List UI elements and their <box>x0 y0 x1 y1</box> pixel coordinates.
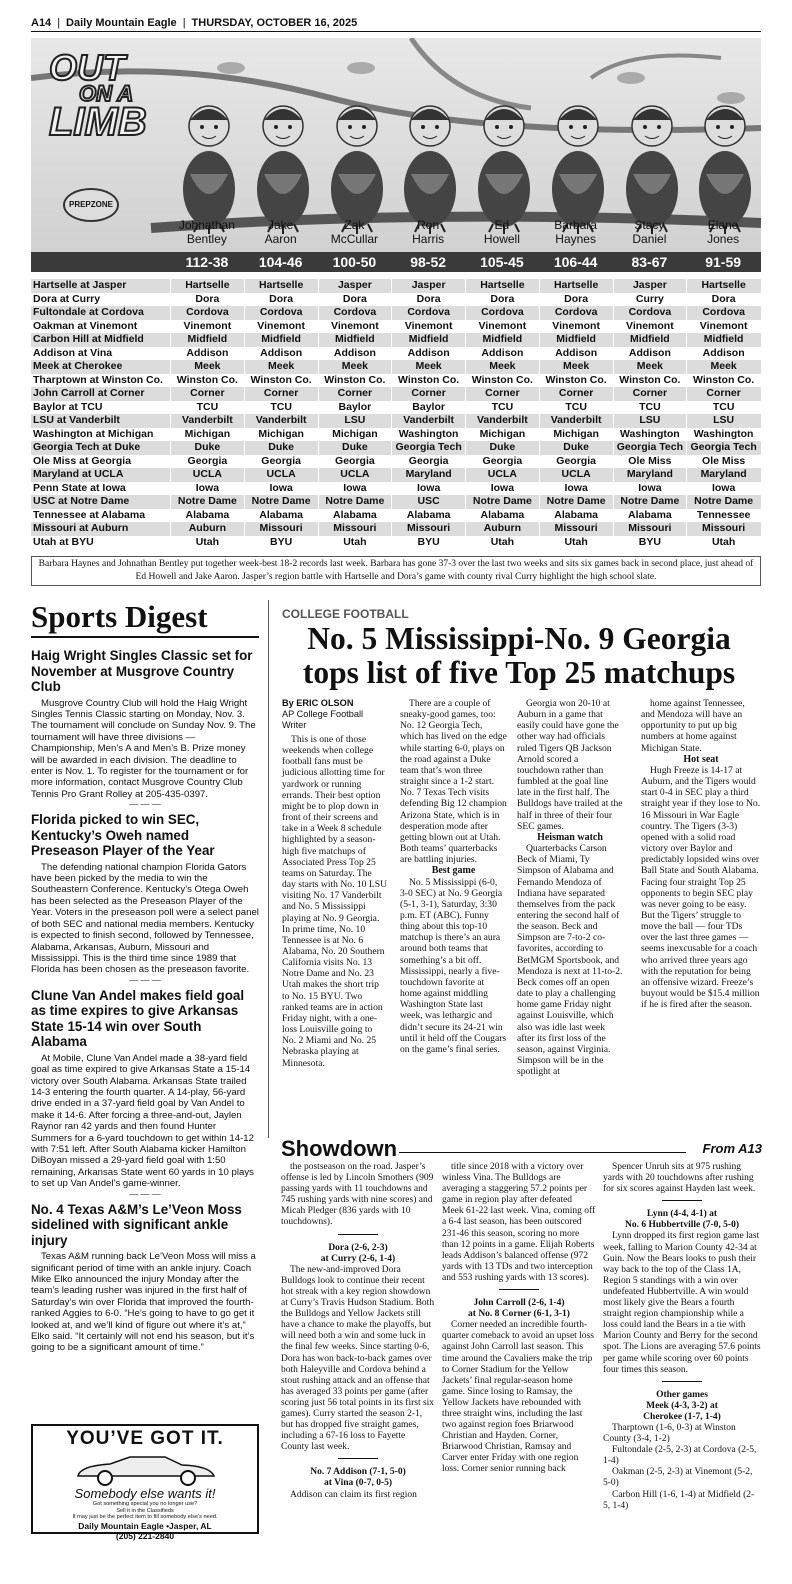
pick-cell: Jasper <box>391 279 465 293</box>
pick-cell: Vinemont <box>539 320 613 334</box>
pick-cell: Jasper <box>613 279 687 293</box>
pick-cell: Vanderbilt <box>244 414 318 428</box>
showdown-column-3: Spencer Unruh sits at 975 rushing yards with 20 touchdowns after rushing for six scores against Hayden last week. Lynn (4-4, 4-1) at No. 6 Hubbertville (7-0, 5-0) Lynn dropped its first region game last week, falling to Marion County 42-34 at Guin. Now the Bears looks to push their way back to the top of the Class 1A, Region 5 standings with a win over undefeated Hubbertville. A win would most likely give the Bears a fourth straight region championship while a loss could land the Bears in a tie with Marion County and Berry for the second spot. The Lions are averaging 57.6 points per game while scoring over 60 points four times this season. Other games Meek (4-3, 3-2) at Cherokee (1-7, 1-4) Tharptown (1-6, 0-3) at Winston County (3-4, 1-2) Fultondale (2-5, 2-3) at Cordova (2-5, 1-4) Oakman (2-5, 2-3) at Vinemont (5-2, 5-0) Carbon Hill (1-6, 1-4) at Midfield (2-5, 1-4) <box>603 1162 761 1511</box>
picker-name: Ron Harris <box>412 218 445 246</box>
pick-cell: Washington <box>613 428 687 442</box>
pick-cell: Utah <box>465 536 539 550</box>
car-icon <box>70 1452 220 1486</box>
game-matchup: Tennessee at Alabama <box>33 508 146 521</box>
jump-from: From A13 <box>702 1141 762 1156</box>
showdown-column-2: title since 2018 with a victory over winless Vina. The Bulldogs are averaging a staggering 57.2 points per game in region play after defeated Meek 61-22 last week. Vina, coming off a 6-4 last season, has been outscored 231-46 this season, scoring no more than 12 points in a game. Elijah Roberts leads Addison’s balanced offense (972 yards with 13 TDs and two interception and 553 rushing yards with 13 scores). John Carroll (2-6, 1-4) at No. 8 Corner (6-1, 3-1) Corner needed an incredible fourth-quarter comeback to avoid an upset loss against John Carroll last season. This time around the Cavaliers make the trip to Corner Stadium for the Yellow Jackets’ final regular-season home game. Since losing to Ramsay, the Yellow Jackets have rebounded with three straight wins, including the last two against region foes Briarwood Christian and Hayden. Corner, Briarwood Christian, Ramsay and Carver enter Friday with one region loss. Corner senior running back <box>442 1162 596 1475</box>
pick-cell: Hartselle <box>170 279 244 293</box>
owl-caricature-icon <box>692 94 758 234</box>
pick-cell: Meek <box>318 360 392 374</box>
picker-record: 83-67 <box>631 254 668 270</box>
pick-cell: Vinemont <box>613 320 687 334</box>
pick-cell: USC <box>391 495 465 509</box>
pick-cell: Meek <box>391 360 465 374</box>
pick-cell: Duke <box>318 441 392 455</box>
picker-records <box>31 252 761 272</box>
pick-cell: Michigan <box>465 428 539 442</box>
pick-cell: LSU <box>613 414 687 428</box>
pick-cell: Midfield <box>539 333 613 347</box>
pick-cell: Iowa <box>391 482 465 496</box>
picks-row <box>31 333 761 347</box>
pick-cell: Meek <box>539 360 613 374</box>
picks-row <box>31 468 761 482</box>
sports-digest <box>31 600 259 1354</box>
pick-cell: Iowa <box>318 482 392 496</box>
pick-cell: BYU <box>391 536 465 550</box>
picker-record: 112-38 <box>185 254 229 270</box>
pick-cell: Missouri <box>539 522 613 536</box>
pick-cell: Dora <box>465 293 539 307</box>
game-matchup: Utah at BYU <box>33 535 94 548</box>
pick-cell: UCLA <box>244 468 318 482</box>
digest-item-body: The defending national champion Florida Gators have been picked by the media to win the Southeastern Conference. Kentucky’s Otega Oweh has been selected as the Preseason Player of the Year. Voters in the preseason poll were a select panel of both SEC and national media members. Kentucky is expected to finish second, followed by Tennessee, Alabama, Arkansas, Auburn, Missouri and Mississippi. This is the third time since 1989 that Florida has been chosen as the preseason favorite. <box>31 861 259 976</box>
item-separator: — — — <box>129 799 161 810</box>
picks-row <box>31 293 761 307</box>
subhead-best-game: Best game <box>431 865 476 877</box>
pick-cell: Cordova <box>539 306 613 320</box>
pick-cell: Michigan <box>244 428 318 442</box>
pick-cell: Addison <box>465 347 539 361</box>
picks-table <box>31 279 761 549</box>
pick-cell: Dora <box>318 293 392 307</box>
picker-name: Ed Howell <box>483 218 520 246</box>
pick-cell: Alabama <box>539 509 613 523</box>
game-matchup: USC at Notre Dame <box>33 495 130 507</box>
game-matchup: Baylor at TCU <box>33 400 103 413</box>
pick-cell: TCU <box>244 401 318 415</box>
pick-cell: Meek <box>244 360 318 374</box>
pick-cell: Utah <box>686 536 760 550</box>
pick-cell: Alabama <box>613 509 687 523</box>
pick-cell: Corner <box>244 387 318 401</box>
pick-cell: Winston Co. <box>318 374 392 388</box>
picks-row <box>31 536 761 550</box>
pick-cell: Midfield <box>244 333 318 347</box>
item-separator: — — — <box>129 1188 161 1199</box>
classified-ad: YOU’VE GOT IT. Somebody else wants it! Got something special you no longer use? Sell it in the Classifieds It may just be the perfect item to fill somebody else’s need. Daily Mountain Eagle •Jasper, AL (205) 221-2840 <box>31 1424 259 1534</box>
pick-cell: Georgia <box>539 455 613 469</box>
pick-cell: Vinemont <box>686 320 760 334</box>
pick-cell: Winston Co. <box>539 374 613 388</box>
pick-cell: Vanderbilt <box>539 414 613 428</box>
pick-cell: Washington <box>391 428 465 442</box>
digest-item-headline: Haig Wright Singles Classic set for November at Musgrove Country Club <box>31 648 253 694</box>
pick-cell: Vinemont <box>318 320 392 334</box>
pick-cell: Maryland <box>686 468 760 482</box>
picker-record: 105-45 <box>480 254 524 270</box>
game-matchup: Penn State at Iowa <box>33 481 126 494</box>
owl-caricature-icon <box>176 94 242 234</box>
pick-cell: Cordova <box>391 306 465 320</box>
pick-cell: Dora <box>539 293 613 307</box>
digest-item-headline: Florida picked to win SEC, Kentucky’s Oweh named Preseason Player of the Year <box>31 812 215 859</box>
pick-cell: Addison <box>170 347 244 361</box>
pick-cell: Missouri <box>686 522 760 536</box>
pick-cell: Baylor <box>391 401 465 415</box>
digest-item-headline: Clune Van Andel makes field goal as time expires to give Arkansas State 15-14 win over South Alabama <box>31 987 245 1050</box>
picker-name: Stacy Daniel <box>632 218 667 246</box>
pick-cell: Baylor <box>318 401 392 415</box>
pick-cell: Cordova <box>244 306 318 320</box>
pick-cell: Hartselle <box>465 279 539 293</box>
pick-cell: TCU <box>686 401 760 415</box>
game-matchup: Washington at Michigan <box>33 427 154 440</box>
article-column-3: Georgia won 20-10 at Auburn in a game that easily could have gone the other way had officials ruled Tigers QB Jackson Arnold scored a touchdown rather than fumbled at the goal line late in the first half. The Bulldogs have trailed at the half in three of their four SEC games. Heisman watch Quarterbacks Carson Beck of Miami, Ty Simpson of Alabama and Fernando Mendoza of Indiana have separated themselves from the pack entering the second half of the season. Beck and Simpson are 7-to-2 co-favorites, according to BetMGM Sportsbook, and Mendoza is next at 11-to-2. Beck comes off an open date to play a challenging home game Friday night against Louisville, which also was idle last week after its first loss of the season, against Virginia. Simpson will be in the spotlight at <box>517 698 623 1078</box>
pick-cell: Dora <box>170 293 244 307</box>
picks-row <box>31 306 761 320</box>
pick-cell: Maryland <box>391 468 465 482</box>
picker-name: Zak McCullar <box>330 218 379 246</box>
pick-cell: Missouri <box>244 522 318 536</box>
digest-item-body: Texas A&M running back Le’Veon Moss will miss a significant period of time with an ankle injury. Coach Mike Elko announced the injury Monday after the team’s leading rusher was injured in the first half of Saturday’s win over Florida that improved the fourth-ranked Aggies to 6-0. “He’s going to have to go get it looked at, and we’ll kind of figure out where it’s at,” Elko said. “It certainly will not end his season, but it’s going to be a significant amount of time.” <box>31 1251 256 1354</box>
pick-cell: Midfield <box>170 333 244 347</box>
pick-cell: Corner <box>686 387 760 401</box>
pick-cell: Notre Dame <box>539 495 613 509</box>
picks-row <box>31 428 761 442</box>
picks-row <box>31 414 761 428</box>
ad-headline: YOU’VE GOT IT. <box>66 1428 224 1449</box>
pick-cell: Utah <box>170 536 244 550</box>
picker-name: Johnathan Bentley <box>178 218 235 246</box>
pick-cell: Winston Co. <box>686 374 760 388</box>
picks-row <box>31 455 761 469</box>
pick-cell: Curry <box>613 293 687 307</box>
pick-cell: Vanderbilt <box>465 414 539 428</box>
picks-row <box>31 279 761 293</box>
pick-cell: Addison <box>391 347 465 361</box>
pick-cell: Alabama <box>465 509 539 523</box>
pick-cell: Addison <box>613 347 687 361</box>
pick-cell: Winston Co. <box>613 374 687 388</box>
picks-row <box>31 441 761 455</box>
showdown-column-1: the postseason on the road. Jasper’s offense is led by Lincoln Smothers (909 passing yards with 11 touchdowns and 745 rushing yards with nine scores) and Micah Pledger (836 yards with 10 touchdowns). Dora (2-6, 2-3) at Curry (2-6, 1-4) The new-and-improved Dora Bulldogs look to continue their recent hot streak with a key region showdown at Curry’s Travis Hudson Stadium. Both the Bulldogs and Yellow Jackets still have a chance to make the playoffs, but will need both a win and some luck in the final few weeks. Since starting 0-6, Dora has won back-to-back games over both Haleyville and Cordova behind a stout rushing attack and an offense that has averaged 33 points per game (after scoring just 56 total points in its first six games). Curry started the season 2-1, but has dropped five straight games, including a 67-16 loss to Fayette County last week. No. 7 Addison (7-1, 5-0) at Vina (0-7, 0-5) Addison can claim its first region <box>281 1162 435 1500</box>
picks-row <box>31 495 761 509</box>
ad-tagline: Somebody else wants it! <box>74 1486 216 1501</box>
pick-cell: UCLA <box>465 468 539 482</box>
article-column-4: home against Tennessee, and Mendoza will have an opportunity to put up big numbers at home against Michigan State. Hot seat Hugh Freeze is 14-17 at Auburn, and the Tigers would start 0-4 in SEC play a third straight year if they lose to No. 16 Missouri in War Eagle country. The Tigers (3-3) opened with a solid road victory over Baylor and predictably lopsided wins over Ball State and South Alabama. Facing four straight Top 25 opponents to begin SEC play was never going to be easy. But the Tigers’ struggle to move the ball — four TDs over the last three games — seems inexcusable for a coach who arrived three years ago with the reputation for being an offensive wizard. Freeze’s buyout would be $15.4 million if he is fired after the season. <box>641 698 761 1011</box>
pick-cell: Vinemont <box>244 320 318 334</box>
pick-cell: Iowa <box>686 482 760 496</box>
owl-caricature-icon <box>619 94 685 234</box>
game-matchup: Missouri at Auburn <box>33 522 129 534</box>
pick-cell: TCU <box>613 401 687 415</box>
picks-caption: Barbara Haynes and Johnathan Bentley put together week-best 18-2 records last week. Barbara has gone 37-3 over the last two weeks and sits six games back in second place, just ahead of Ed Howell and Jake Aaron. Jasper’s region battle with Hartselle and Dora’s game with county rival Curry highlight the high school slate. <box>31 556 761 586</box>
picks-row <box>31 347 761 361</box>
issue-date: THURSDAY, OCTOBER 16, 2025 <box>191 16 358 29</box>
game-matchup: Ole Miss at Georgia <box>33 454 132 467</box>
pick-cell: Utah <box>318 536 392 550</box>
pick-cell: Iowa <box>465 482 539 496</box>
pick-cell: Iowa <box>539 482 613 496</box>
pick-cell: Utah <box>539 536 613 550</box>
game-matchup: Carbon Hill at Midfield <box>33 333 144 345</box>
pick-cell: Vanderbilt <box>170 414 244 428</box>
pick-cell: Alabama <box>170 509 244 523</box>
owl-caricature-icon <box>471 94 537 234</box>
pick-cell: Winston Co. <box>244 374 318 388</box>
pick-cell: Georgia Tech <box>686 441 760 455</box>
owl-caricature-icon <box>545 94 611 234</box>
pick-cell: Notre Dame <box>244 495 318 509</box>
pick-cell: Corner <box>613 387 687 401</box>
page-header: A14 | Daily Mountain Eagle | THURSDAY, OCTOBER 16, 2025 <box>31 14 761 32</box>
pick-cell: Duke <box>539 441 613 455</box>
item-separator: — — — <box>129 974 161 985</box>
pick-cell: Corner <box>539 387 613 401</box>
pick-cell: Missouri <box>391 522 465 536</box>
pick-cell: TCU <box>465 401 539 415</box>
picks-row <box>31 360 761 374</box>
pick-cell: Addison <box>318 347 392 361</box>
pick-cell: Addison <box>244 347 318 361</box>
picks-row <box>31 522 761 536</box>
pick-cell: Notre Dame <box>318 495 392 509</box>
pick-cell: Notre Dame <box>613 495 687 509</box>
picker-name: Barbara Haynes <box>554 218 597 246</box>
pick-cell: Corner <box>391 387 465 401</box>
pick-cell: Alabama <box>318 509 392 523</box>
pick-cell: Jasper <box>318 279 392 293</box>
matchup-heading: John Carroll (2-6, 1-4) <box>473 1298 565 1309</box>
picks-row <box>31 482 761 496</box>
picks-row <box>31 374 761 388</box>
owl-caricature-icon <box>250 94 316 234</box>
pick-cell: Cordova <box>686 306 760 320</box>
picker-names <box>170 218 760 254</box>
pick-cell: Winston Co. <box>465 374 539 388</box>
pick-cell: Notre Dame <box>686 495 760 509</box>
pick-cell: Cordova <box>170 306 244 320</box>
article-column-1: This is one of those weekends when college football fans must be judicious allotting time for yardwork or running errands. Their best option might be to plop down in front of their screens and take in a Week 8 schedule highlighted by a season-high five matchups of Associated Press Top 25 teams on Saturday. The day starts with No. 10 LSU visiting No. 17 Vanderbilt and No. 5 Mississippi playing at No. 9 Georgia. In prime time, No. 10 Tennessee is at No. 6 Alabama, No. 20 Southern California visits No. 13 Notre Dame and No. 23 Utah makes the short trip to No. 15 BYU. Two ranked teams are in action Friday night, with a one-loss Louisville going to No. 2 Miami and No. 25 Nebraska playing at Minnesota. <box>282 734 387 1069</box>
pick-cell: Michigan <box>318 428 392 442</box>
article-headline: No. 5 Mississippi-No. 9 Georgia tops list of five Top 25 matchups <box>302 621 736 690</box>
pick-cell: Auburn <box>465 522 539 536</box>
pick-cell: Cordova <box>613 306 687 320</box>
pick-cell: Notre Dame <box>170 495 244 509</box>
pick-cell: Corner <box>318 387 392 401</box>
game-matchup: Fultondale at Cordova <box>33 306 144 318</box>
pick-cell: TCU <box>170 401 244 415</box>
picks-row <box>31 320 761 334</box>
pick-cell: Iowa <box>244 482 318 496</box>
pick-cell: Auburn <box>170 522 244 536</box>
digest-item-body: Musgrove Country Club will hold the Haig Wright Singles Tennis Classic starting on Monday, Nov. 3. The tournament will conclude on Sunday Nov. 9. The tournament will have three divisions — Championship, Men’s A and Men’s B. Prize money will be awarded in each division. The deadline to enter is Nov. 1. To register for the tournament or for more information, contact Musgrove Country Club Tennis Pro Grant Rolley at 205-435-0397. <box>31 697 256 800</box>
pick-cell: Alabama <box>244 509 318 523</box>
pick-cell: Duke <box>244 441 318 455</box>
pick-cell: LSU <box>686 414 760 428</box>
game-matchup: Meek at Cherokee <box>33 360 123 372</box>
pick-cell: Midfield <box>391 333 465 347</box>
pick-cell: Midfield <box>465 333 539 347</box>
pick-cell: LSU <box>318 414 392 428</box>
column-divider <box>268 600 269 1138</box>
pick-cell: Duke <box>170 441 244 455</box>
pick-cell: Georgia Tech <box>391 441 465 455</box>
pick-cell: Addison <box>539 347 613 361</box>
pick-cell: Georgia <box>465 455 539 469</box>
pick-cell: Midfield <box>613 333 687 347</box>
pick-cell: Alabama <box>391 509 465 523</box>
pick-cell: UCLA <box>318 468 392 482</box>
picker-record: 104-46 <box>258 254 303 270</box>
pick-cell: Ole Miss <box>613 455 687 469</box>
matchup-heading: Dora (2-6, 2-3) <box>328 1242 388 1253</box>
pick-cell: Winston Co. <box>170 374 244 388</box>
pick-cell: Vanderbilt <box>391 414 465 428</box>
showdown-title: Showdown <box>281 1136 398 1161</box>
pick-cell: Vinemont <box>391 320 465 334</box>
pick-cell: Dora <box>391 293 465 307</box>
game-matchup: Oakman at Vinemont <box>33 319 138 332</box>
prepzone-helmet-logo: PREPZONE <box>63 188 119 222</box>
game-matchup: Hartselle at Jasper <box>33 279 127 291</box>
pick-cell: UCLA <box>170 468 244 482</box>
pick-cell: Hartselle <box>686 279 760 293</box>
pick-cell: Cordova <box>465 306 539 320</box>
pick-cell: UCLA <box>539 468 613 482</box>
pick-cell: Hartselle <box>244 279 318 293</box>
pick-cell: Georgia <box>391 455 465 469</box>
pick-cell: Iowa <box>613 482 687 496</box>
pick-cell: Dora <box>244 293 318 307</box>
showdown-header <box>281 1136 762 1162</box>
pick-cell: TCU <box>539 401 613 415</box>
picks-row <box>31 387 761 401</box>
pick-cell: Georgia <box>318 455 392 469</box>
pick-cell: Iowa <box>170 482 244 496</box>
picker-record: 98-52 <box>410 254 447 270</box>
pick-cell: Georgia Tech <box>613 441 687 455</box>
pick-cell: Corner <box>170 387 244 401</box>
game-matchup: Dora at Curry <box>33 292 101 305</box>
game-matchup: LSU at Vanderbilt <box>33 414 120 426</box>
digest-item-body: At Mobile, Clune Van Andel made a 38-yard field goal as time expired to give Arkansas State a 15-14 victory over South Alabama. Arkansas State trailed 14-3 entering the fourth quarter. A 14-play, 56-yard drive ended in a 37-yard field goal by Van Andel to make it 14-6. After forcing a three-and-out, Jaylen Raynor ran 42 yards and then found Hunter Summers for a 6-yard touchdown to get within 14-12 with 7:51 left. After South Alabama kicker Hamilton DiBoyan missed a 29-yard field goal with 1:50 remaining, Arkansas State went 60 yards in 10 plays to set up Van Andel’s game-winner. <box>31 1052 254 1190</box>
digest-item-headline: No. 4 Texas A&M’s Le’Veon Moss sidelined with significant ankle injury <box>31 1201 242 1248</box>
owl-caricature-icon <box>324 94 390 234</box>
subhead-hot-seat: Hot seat <box>683 753 719 765</box>
pick-cell: Tennessee <box>686 509 760 523</box>
game-matchup: Tharptown at Winston Co. <box>33 373 163 386</box>
pick-cell: Winston Co. <box>391 374 465 388</box>
pick-cell: Michigan <box>170 428 244 442</box>
pick-cell: Meek <box>686 360 760 374</box>
subhead-heisman-watch: Heisman watch <box>537 831 603 843</box>
article-column-2: There are a couple of sneaky-good games, too: No. 12 Georgia Tech, which has lived on the edge while starting 6-0, plays on the road against a Duke team that’s won three straight since a 1-2 start. No. 7 Texas Tech visits defending Big 12 champion Arizona State, which is in desperation mode after getting blown out at Utah. Both teams’ quarterbacks are battling injuries. Best game No. 5 Mississippi (6-0, 3-0 SEC) at No. 9 Georgia (5-1, 3-1), Saturday, 3:30 p.m. ET (ABC). Funny thing about this top-10 matchup is there’s an aura around both teams that something’s a bit off. Mississippi, nearly a five-touchdown favorite at home against middling Washington State last week, was lethargic and didn’t secure its 24-21 win until it held off the Cougars on the game’s final series. <box>400 698 507 1055</box>
pick-cell: Meek <box>170 360 244 374</box>
picks-row <box>31 509 761 523</box>
picker-record: 100-50 <box>332 254 377 270</box>
out-on-a-limb-logo: OUT ON A LIMB <box>49 47 147 145</box>
game-matchup: Georgia Tech at Duke <box>33 441 141 453</box>
pick-cell: Cordova <box>318 306 392 320</box>
matchup-heading: Other games <box>656 1389 708 1400</box>
ad-publisher: Daily Mountain Eagle •Jasper, AL <box>78 1520 212 1531</box>
owl-caricature-icon <box>397 94 463 234</box>
newspaper-name: Daily Mountain Eagle <box>66 16 177 29</box>
game-matchup: Maryland at UCLA <box>33 468 124 480</box>
game-matchup: Addison at Vina <box>33 346 113 359</box>
game-matchup: John Carroll at Corner <box>33 387 145 399</box>
pick-cell: BYU <box>244 536 318 550</box>
matchup-heading: Lynn (4-4, 4-1) at <box>646 1209 718 1220</box>
pick-cell: Michigan <box>539 428 613 442</box>
matchup-heading: No. 7 Addison (7-1, 5-0) <box>310 1467 406 1478</box>
pick-cell: Midfield <box>686 333 760 347</box>
sports-digest-title: Sports Digest <box>31 600 259 638</box>
pick-cell: Missouri <box>318 522 392 536</box>
pick-cell: Vinemont <box>170 320 244 334</box>
pick-cell: Midfield <box>318 333 392 347</box>
pick-cell: Addison <box>686 347 760 361</box>
pick-cell: Dora <box>686 293 760 307</box>
article-byline: By ERIC OLSON AP College Football Writer <box>282 698 364 730</box>
pick-cell: Meek <box>613 360 687 374</box>
pick-cell: Missouri <box>613 522 687 536</box>
picker-record: 91-59 <box>705 254 742 270</box>
pick-cell: Notre Dame <box>465 495 539 509</box>
pick-cell: Meek <box>465 360 539 374</box>
pick-cell: Georgia <box>170 455 244 469</box>
pick-cell: BYU <box>613 536 687 550</box>
article-kicker: COLLEGE FOOTBALL <box>282 607 409 621</box>
picks-row <box>31 401 761 415</box>
picker-name: Elane Jones <box>707 218 740 246</box>
pick-cell: Ole Miss <box>686 455 760 469</box>
pick-cell: Hartselle <box>539 279 613 293</box>
pick-cell: Washington <box>686 428 760 442</box>
picker-name: Jake Aaron <box>264 218 297 246</box>
pick-cell: Vinemont <box>465 320 539 334</box>
picker-record: 106-44 <box>553 254 598 270</box>
pick-cell: Corner <box>465 387 539 401</box>
ad-phone: (205) 221-2840 <box>115 1530 175 1541</box>
pick-cell: Maryland <box>613 468 687 482</box>
pick-cell: Georgia <box>244 455 318 469</box>
pick-cell: Duke <box>465 441 539 455</box>
page-number: A14 <box>31 16 52 29</box>
